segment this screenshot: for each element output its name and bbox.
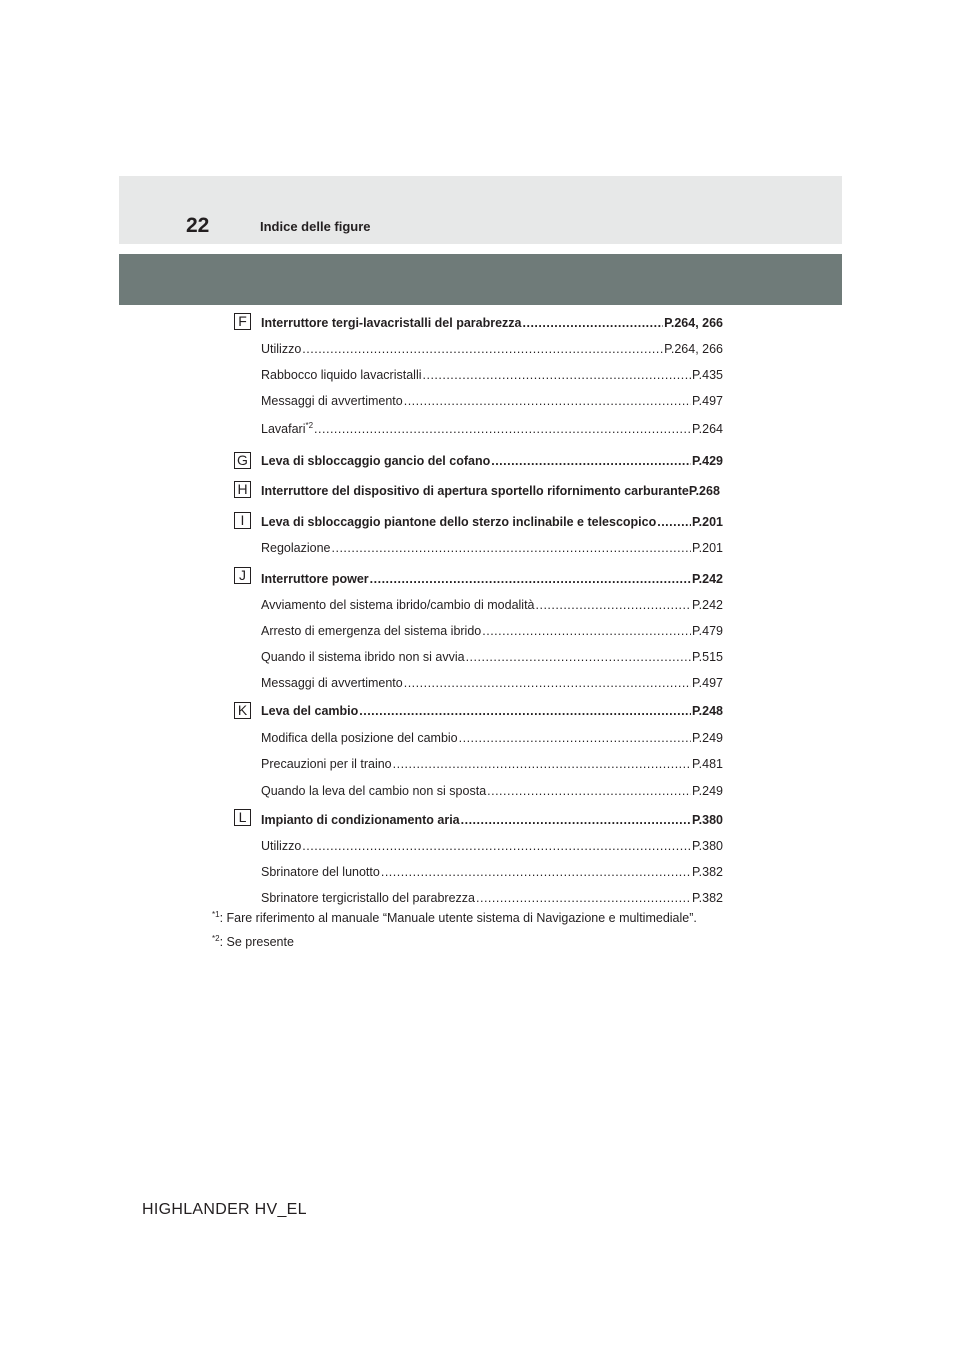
entry-page-ref: P.201 [691, 541, 723, 555]
dot-leader [393, 757, 691, 771]
section-letter-i: I [234, 512, 251, 529]
dot-leader [302, 342, 663, 356]
entry-label-text: Sbrinatore del lunotto [261, 865, 380, 879]
index-entry[interactable] [261, 704, 723, 720]
entry-label-text: Modifica della posizione del cambio [261, 731, 458, 745]
dot-leader [314, 422, 691, 436]
entry-page-ref: P.201 [691, 515, 723, 529]
entry-label-text: Leva del cambio [261, 704, 359, 718]
entry-label [261, 676, 403, 690]
entry-label [261, 865, 380, 879]
dot-leader [523, 316, 664, 330]
dot-leader [482, 624, 691, 638]
entry-label [261, 515, 656, 529]
entry-label [261, 784, 486, 798]
entry-label-text: Utilizzo [261, 342, 302, 356]
entry-page-ref: P.429 [691, 454, 723, 468]
entry-label [261, 541, 331, 555]
entry-label [261, 484, 720, 498]
section-letter-g: G [234, 452, 251, 469]
dot-leader [404, 394, 691, 408]
dot-leader [487, 784, 691, 798]
entry-page-ref: P.481 [691, 757, 723, 771]
entry-footnote-mark: *2 [305, 421, 314, 430]
entry-page-ref: P.435 [691, 368, 723, 382]
entry-page-ref: P.497 [691, 394, 723, 408]
entry-label-text: Leva di sbloccaggio piantone dello sterzo inclinabile e telescopico [261, 515, 657, 529]
index-subentry[interactable] [261, 368, 723, 384]
index-subentry[interactable] [261, 784, 723, 800]
dot-leader [476, 891, 691, 905]
footnote-text: : Fare riferimento al manuale “Manuale utente sistema di Navigazione e multimediale”. [219, 911, 697, 925]
entry-page-ref: P.249 [691, 731, 723, 745]
entry-label-text: Interruttore del dispositivo di apertura sportello rifornimento carburanteP.268 [261, 484, 720, 498]
entry-label [261, 813, 460, 827]
index-entry[interactable] [261, 484, 723, 500]
index-subentry[interactable] [261, 624, 723, 640]
entry-page-ref: P.497 [691, 676, 723, 690]
entry-label-text: Sbrinatore tergicristallo del parabrezza [261, 891, 475, 905]
entry-label-text: Leva di sbloccaggio gancio del cofano [261, 454, 491, 468]
section-letter-h: H [234, 481, 251, 498]
entry-label [261, 731, 458, 745]
dot-leader [459, 731, 691, 745]
entry-page-ref: P.382 [691, 865, 723, 879]
entry-label [261, 454, 490, 468]
index-entry[interactable] [261, 316, 723, 332]
entry-page-ref: P.264, 266 [664, 316, 723, 330]
index-subentry[interactable] [261, 342, 723, 358]
entry-label [261, 572, 369, 586]
entry-label-text: Utilizzo [261, 839, 302, 853]
footnote [212, 911, 697, 925]
entry-label-text: Messaggi di avvertimento [261, 394, 403, 408]
index-entry[interactable] [261, 454, 723, 470]
footer-model: HIGHLANDER HV_EL [142, 1201, 307, 1218]
dot-leader [461, 813, 691, 827]
entry-page-ref: P.380 [691, 813, 723, 827]
entry-label-text: Impianto di condizionamento aria [261, 813, 460, 827]
entry-page-ref: P.264 [691, 422, 723, 436]
entry-label [261, 891, 475, 905]
index-entry[interactable] [261, 813, 723, 829]
dot-leader [302, 839, 691, 853]
section-letter-f: F [234, 313, 251, 330]
index-subentry[interactable] [261, 598, 723, 614]
index-subentry[interactable] [261, 676, 723, 692]
entry-page-ref: P.264, 266 [664, 342, 723, 356]
entry-label [261, 598, 535, 612]
dot-leader [491, 454, 691, 468]
dot-leader [657, 515, 691, 529]
section-letter-j: J [234, 567, 251, 584]
index-subentry[interactable] [261, 731, 723, 747]
index-subentry[interactable] [261, 541, 723, 557]
entry-label-text: Interruttore power [261, 572, 369, 586]
entry-label [261, 839, 301, 853]
index-entry[interactable] [261, 572, 723, 588]
index-subentry[interactable] [261, 757, 723, 773]
entry-label-text: Regolazione [261, 541, 331, 555]
section-title: Indice delle figure [260, 219, 371, 234]
entry-label [261, 624, 481, 638]
entry-label-text: Interruttore tergi-lavacristalli del parabrezza [261, 316, 522, 330]
entry-label [261, 368, 422, 382]
entry-page-ref: P.242 [691, 598, 723, 612]
entry-page-ref: P.380 [691, 839, 723, 853]
index-subentry[interactable] [261, 394, 723, 410]
dot-leader [536, 598, 691, 612]
dot-leader [359, 704, 691, 718]
dot-leader [423, 368, 691, 382]
dot-leader [466, 650, 691, 664]
entry-page-ref: P.382 [691, 891, 723, 905]
index-subentry[interactable] [261, 839, 723, 855]
section-letter-l: L [234, 809, 251, 826]
entry-page-ref: P.242 [691, 572, 723, 586]
index-subentry[interactable] [261, 650, 723, 666]
footnote-text: : Se presente [219, 935, 294, 949]
page-number: 22 [186, 214, 210, 237]
entry-label [261, 704, 358, 718]
index-entry[interactable] [261, 515, 723, 531]
dot-leader [332, 541, 691, 555]
dot-leader [370, 572, 691, 586]
entry-page-ref: P.248 [691, 704, 723, 718]
dot-leader [404, 676, 691, 690]
entry-label-text: Arresto di emergenza del sistema ibrido [261, 624, 482, 638]
dot-leader [381, 865, 691, 879]
entry-label-text: Quando il sistema ibrido non si avvia [261, 650, 465, 664]
section-letter-k: K [234, 702, 251, 719]
entry-label [261, 422, 313, 436]
entry-page-ref: P.249 [691, 784, 723, 798]
entry-label [261, 757, 392, 771]
entry-label-text: Precauzioni per il traino [261, 757, 392, 771]
entry-label-text: Rabbocco liquido lavacristalli [261, 368, 422, 382]
entry-label-text: Lavafari [261, 422, 306, 436]
entry-label-text: Avviamento del sistema ibrido/cambio di modalità [261, 598, 535, 612]
footnote-mark: *2 [212, 934, 220, 943]
entry-label-text: Quando la leva del cambio non si sposta [261, 784, 487, 798]
index-subentry[interactable] [261, 865, 723, 881]
footnote [212, 935, 294, 949]
entry-label [261, 394, 403, 408]
index-subentry[interactable] [261, 891, 723, 907]
entry-label [261, 342, 301, 356]
entry-page-ref: P.515 [691, 650, 723, 664]
entry-page-ref: P.479 [691, 624, 723, 638]
entry-label [261, 650, 465, 664]
entry-label [261, 316, 522, 330]
index-subentry[interactable] [261, 422, 723, 438]
entry-label-text: Messaggi di avvertimento [261, 676, 403, 690]
footnote-mark: *1 [212, 910, 220, 919]
